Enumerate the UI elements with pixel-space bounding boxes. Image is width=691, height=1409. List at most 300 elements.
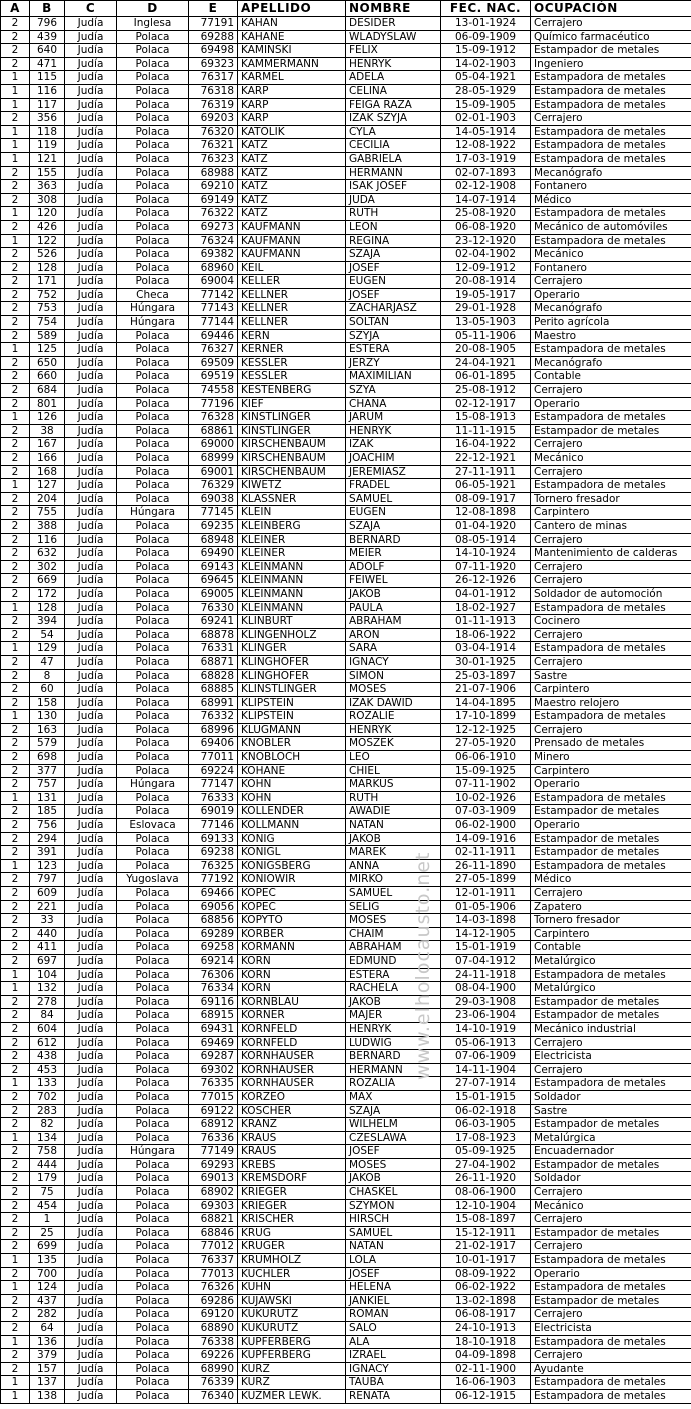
cell-apellido: KLINGENHOLZ	[238, 628, 346, 642]
cell-nombre: MOSES	[346, 914, 441, 928]
cell-nombre: HENRYK	[346, 1022, 441, 1036]
cell-col-e: 69466	[189, 887, 238, 901]
cell-col-e: 76329	[189, 479, 238, 493]
cell-col-e: 68846	[189, 1226, 238, 1240]
cell-col-b: 697	[30, 954, 65, 968]
cell-col-d: Polaca	[117, 628, 189, 642]
cell-nombre: IGNACY	[346, 655, 441, 669]
cell-ocupacion: Ayudante	[531, 1362, 691, 1376]
cell-col-a: 2	[1, 1226, 30, 1240]
cell-col-a: 2	[1, 44, 30, 58]
cell-col-a: 2	[1, 506, 30, 520]
cell-nombre: JANKIEL	[346, 1294, 441, 1308]
cell-col-c: Judía	[65, 248, 117, 262]
cell-col-d: Polaca	[117, 384, 189, 398]
cell-col-b: 38	[30, 424, 65, 438]
cell-nombre: LOLA	[346, 1254, 441, 1268]
cell-col-d: Inglesa	[117, 17, 189, 31]
cell-col-e: 77196	[189, 397, 238, 411]
cell-col-a: 2	[1, 370, 30, 384]
cell-fec-nac: 05-04-1921	[441, 71, 531, 85]
cell-fec-nac: 16-06-1903	[441, 1376, 531, 1390]
cell-col-d: Polaca	[117, 941, 189, 955]
table-row	[1, 533, 691, 547]
cell-col-b: 138	[30, 1389, 65, 1403]
cell-col-e: 68902	[189, 1186, 238, 1200]
cell-nombre: CZESLAWA	[346, 1131, 441, 1145]
cell-col-a: 2	[1, 669, 30, 683]
cell-apellido: KINSTLINGER	[238, 424, 346, 438]
cell-col-d: Polaca	[117, 560, 189, 574]
cell-col-c: Judía	[65, 98, 117, 112]
cell-nombre: MAX	[346, 1090, 441, 1104]
cell-apellido: KUPFERBERG	[238, 1349, 346, 1363]
cell-fec-nac: 10-01-1917	[441, 1254, 531, 1268]
cell-nombre: ARON	[346, 628, 441, 642]
cell-col-e: 69133	[189, 832, 238, 846]
cell-col-d: Polaca	[117, 751, 189, 765]
table-row	[1, 411, 691, 425]
table-row	[1, 261, 691, 275]
cell-col-d: Polaca	[117, 275, 189, 289]
cell-col-c: Judía	[65, 1389, 117, 1403]
cell-col-e: 69056	[189, 900, 238, 914]
cell-col-d: Polaca	[117, 764, 189, 778]
cell-col-c: Judía	[65, 1281, 117, 1295]
cell-nombre: ISAK JOSEF	[346, 180, 441, 194]
cell-col-c: Judía	[65, 288, 117, 302]
cell-col-b: 135	[30, 1254, 65, 1268]
cell-ocupacion: Perito agrícola	[531, 316, 691, 330]
cell-ocupacion: Cerrajero	[531, 275, 691, 289]
cell-col-e: 69406	[189, 737, 238, 751]
cell-col-b: 754	[30, 316, 65, 330]
cell-col-e: 68915	[189, 1009, 238, 1023]
cell-col-a: 2	[1, 1199, 30, 1213]
cell-col-e: 69203	[189, 112, 238, 126]
cell-apellido: KURZ	[238, 1376, 346, 1390]
cell-col-d: Polaca	[117, 655, 189, 669]
cell-nombre: CECILIA	[346, 139, 441, 153]
cell-col-c: Judía	[65, 1349, 117, 1363]
cell-ocupacion: Cerrajero	[531, 17, 691, 31]
cell-apellido: KOLLENDER	[238, 805, 346, 819]
header-fec-nac: FEC. NAC.	[441, 1, 531, 17]
cell-col-a: 2	[1, 17, 30, 31]
cell-ocupacion: Médico	[531, 873, 691, 887]
cell-col-c: Judía	[65, 1077, 117, 1091]
cell-ocupacion: Estampadora de metales	[531, 84, 691, 98]
cell-nombre: JOACHIM	[346, 452, 441, 466]
cell-apellido: KRUG	[238, 1226, 346, 1240]
cell-apellido: KORNFELD	[238, 1036, 346, 1050]
cell-col-c: Judía	[65, 356, 117, 370]
cell-col-c: Judía	[65, 220, 117, 234]
cell-fec-nac: 08-09-1922	[441, 1267, 531, 1281]
table-row	[1, 112, 691, 126]
cell-ocupacion: Estampadora de metales	[531, 1254, 691, 1268]
cell-ocupacion: Estampadora de metales	[531, 479, 691, 493]
cell-fec-nac: 14-04-1895	[441, 696, 531, 710]
cell-col-d: Húngara	[117, 778, 189, 792]
cell-ocupacion: Estampador de metales	[531, 995, 691, 1009]
cell-fec-nac: 15-08-1913	[441, 411, 531, 425]
cell-col-a: 2	[1, 57, 30, 71]
cell-col-a: 2	[1, 275, 30, 289]
header-col-d: D	[117, 1, 189, 17]
cell-col-a: 1	[1, 982, 30, 996]
cell-nombre: JUDA	[346, 193, 441, 207]
cell-nombre: CHASKEL	[346, 1186, 441, 1200]
cell-col-e: 68988	[189, 166, 238, 180]
cell-col-e: 69509	[189, 356, 238, 370]
cell-nombre: HERMANN	[346, 1063, 441, 1077]
cell-ocupacion: Estampadora de metales	[531, 601, 691, 615]
cell-col-e: 69287	[189, 1050, 238, 1064]
cell-col-e: 77013	[189, 1267, 238, 1281]
cell-col-b: 438	[30, 1050, 65, 1064]
cell-col-d: Polaca	[117, 1240, 189, 1254]
table-row	[1, 1186, 691, 1200]
cell-col-b: 426	[30, 220, 65, 234]
cell-col-d: Polaca	[117, 669, 189, 683]
cell-col-d: Polaca	[117, 1158, 189, 1172]
cell-ocupacion: Estampador de metales	[531, 44, 691, 58]
cell-col-d: Polaca	[117, 84, 189, 98]
cell-col-e: 68871	[189, 655, 238, 669]
cell-col-d: Polaca	[117, 424, 189, 438]
cell-col-b: 394	[30, 615, 65, 629]
table-row	[1, 98, 691, 112]
cell-col-e: 76336	[189, 1131, 238, 1145]
cell-col-d: Polaca	[117, 832, 189, 846]
cell-fec-nac: 22-12-1921	[441, 452, 531, 466]
table-row	[1, 71, 691, 85]
cell-fec-nac: 27-05-1920	[441, 737, 531, 751]
cell-apellido: KORMANN	[238, 941, 346, 955]
cell-col-e: 69005	[189, 587, 238, 601]
cell-fec-nac: 14-05-1914	[441, 125, 531, 139]
cell-fec-nac: 10-02-1926	[441, 791, 531, 805]
cell-apellido: KELLNER	[238, 302, 346, 316]
cell-apellido: KELLER	[238, 275, 346, 289]
cell-apellido: KORN	[238, 968, 346, 982]
cell-ocupacion: Mantenimiento de calderas	[531, 547, 691, 561]
cell-col-a: 2	[1, 1294, 30, 1308]
table-row	[1, 1322, 691, 1336]
cell-col-a: 2	[1, 587, 30, 601]
cell-fec-nac: 07-04-1912	[441, 954, 531, 968]
cell-col-e: 69224	[189, 764, 238, 778]
cell-col-a: 2	[1, 1172, 30, 1186]
cell-col-d: Polaca	[117, 112, 189, 126]
cell-col-e: 69286	[189, 1294, 238, 1308]
cell-fec-nac: 12-08-1898	[441, 506, 531, 520]
cell-col-d: Polaca	[117, 1131, 189, 1145]
cell-nombre: ROMAN	[346, 1308, 441, 1322]
cell-col-c: Judía	[65, 492, 117, 506]
cell-col-a: 2	[1, 519, 30, 533]
cell-col-e: 68856	[189, 914, 238, 928]
cell-col-e: 69289	[189, 927, 238, 941]
cell-col-c: Judía	[65, 887, 117, 901]
cell-col-a: 2	[1, 438, 30, 452]
cell-nombre: JOSEF	[346, 288, 441, 302]
cell-ocupacion: Operario	[531, 778, 691, 792]
cell-col-b: 82	[30, 1118, 65, 1132]
cell-apellido: KIRSCHENBAUM	[238, 438, 346, 452]
cell-ocupacion: Ingeniero	[531, 57, 691, 71]
cell-col-b: 454	[30, 1199, 65, 1213]
cell-col-a: 2	[1, 356, 30, 370]
cell-ocupacion: Estampadora de metales	[531, 1281, 691, 1295]
cell-col-c: Judía	[65, 1322, 117, 1336]
cell-col-e: 69238	[189, 846, 238, 860]
table-row	[1, 1104, 691, 1118]
cell-col-b: 444	[30, 1158, 65, 1172]
watermark: www.elholocausto.net	[412, 851, 434, 1080]
cell-col-e: 77011	[189, 751, 238, 765]
cell-ocupacion: Cerrajero	[531, 465, 691, 479]
cell-col-a: 2	[1, 778, 30, 792]
cell-col-a: 2	[1, 384, 30, 398]
cell-fec-nac: 14-10-1924	[441, 547, 531, 561]
cell-col-b: 579	[30, 737, 65, 751]
cell-fec-nac: 14-09-1916	[441, 832, 531, 846]
table-row	[1, 723, 691, 737]
cell-ocupacion: Estampador de metales	[531, 1226, 691, 1240]
table-row	[1, 370, 691, 384]
cell-ocupacion: Cerrajero	[531, 628, 691, 642]
cell-col-e: 69019	[189, 805, 238, 819]
cell-col-a: 2	[1, 112, 30, 126]
table-body	[1, 17, 691, 1404]
cell-ocupacion: Estampadora de metales	[531, 1335, 691, 1349]
cell-nombre: MOSZEK	[346, 737, 441, 751]
table-row	[1, 805, 691, 819]
cell-col-b: 84	[30, 1009, 65, 1023]
table-row	[1, 914, 691, 928]
cell-col-c: Judía	[65, 234, 117, 248]
cell-ocupacion: Estampadora de metales	[531, 411, 691, 425]
cell-col-d: Húngara	[117, 1145, 189, 1159]
cell-nombre: LEO	[346, 751, 441, 765]
cell-col-b: 612	[30, 1036, 65, 1050]
cell-apellido: KRUGER	[238, 1240, 346, 1254]
cell-fec-nac: 24-04-1921	[441, 356, 531, 370]
cell-apellido: KORNBLAU	[238, 995, 346, 1009]
cell-fec-nac: 18-02-1927	[441, 601, 531, 615]
cell-nombre: RACHELA	[346, 982, 441, 996]
cell-fec-nac: 02-07-1893	[441, 166, 531, 180]
cell-ocupacion: Cerrajero	[531, 112, 691, 126]
cell-nombre: JOSEF	[346, 261, 441, 275]
cell-col-a: 1	[1, 1077, 30, 1091]
cell-col-b: 120	[30, 207, 65, 221]
cell-nombre: ABRAHAM	[346, 615, 441, 629]
cell-col-e: 68912	[189, 1118, 238, 1132]
cell-fec-nac: 06-09-1909	[441, 30, 531, 44]
cell-col-e: 76318	[189, 84, 238, 98]
cell-col-c: Judía	[65, 71, 117, 85]
cell-col-c: Judía	[65, 832, 117, 846]
cell-col-b: 123	[30, 859, 65, 873]
cell-col-b: 294	[30, 832, 65, 846]
cell-col-c: Judía	[65, 370, 117, 384]
cell-col-d: Polaca	[117, 479, 189, 493]
cell-col-b: 185	[30, 805, 65, 819]
cell-nombre: SZYMON	[346, 1199, 441, 1213]
cell-ocupacion: Cerrajero	[531, 887, 691, 901]
cell-col-a: 2	[1, 547, 30, 561]
cell-col-a: 1	[1, 968, 30, 982]
table-row	[1, 1362, 691, 1376]
cell-col-d: Polaca	[117, 1226, 189, 1240]
table-row	[1, 941, 691, 955]
cell-apellido: KLUGMANN	[238, 723, 346, 737]
cell-apellido: KUKURUTZ	[238, 1308, 346, 1322]
cell-col-e: 76328	[189, 411, 238, 425]
cell-fec-nac: 20-08-1914	[441, 275, 531, 289]
table-row	[1, 1240, 691, 1254]
cell-ocupacion: Estampador de metales	[531, 1118, 691, 1132]
cell-col-d: Polaca	[117, 791, 189, 805]
cell-col-e: 69645	[189, 574, 238, 588]
cell-col-e: 69446	[189, 329, 238, 343]
table-row	[1, 479, 691, 493]
table-row	[1, 900, 691, 914]
cell-col-b: 119	[30, 139, 65, 153]
cell-col-b: 437	[30, 1294, 65, 1308]
cell-nombre: SARA	[346, 642, 441, 656]
table-row	[1, 1213, 691, 1227]
cell-apellido: KOPYTO	[238, 914, 346, 928]
cell-fec-nac: 17-08-1923	[441, 1131, 531, 1145]
cell-col-a: 2	[1, 1145, 30, 1159]
header-col-c: C	[65, 1, 117, 17]
cell-fec-nac: 29-01-1928	[441, 302, 531, 316]
cell-apellido: KUPFERBERG	[238, 1335, 346, 1349]
cell-col-d: Polaca	[117, 1104, 189, 1118]
cell-col-b: 157	[30, 1362, 65, 1376]
cell-nombre: SZAJA	[346, 1104, 441, 1118]
cell-col-a: 2	[1, 1104, 30, 1118]
cell-col-a: 2	[1, 900, 30, 914]
cell-col-c: Judía	[65, 615, 117, 629]
cell-col-d: Polaca	[117, 1090, 189, 1104]
cell-fec-nac: 28-05-1929	[441, 84, 531, 98]
cell-col-e: 69293	[189, 1158, 238, 1172]
table-row	[1, 316, 691, 330]
cell-nombre: JARUM	[346, 411, 441, 425]
cell-col-c: Judía	[65, 696, 117, 710]
cell-col-d: Húngara	[117, 316, 189, 330]
cell-col-a: 2	[1, 1009, 30, 1023]
cell-apellido: KUKURUTZ	[238, 1322, 346, 1336]
cell-col-d: Polaca	[117, 152, 189, 166]
cell-fec-nac: 17-10-1899	[441, 710, 531, 724]
cell-ocupacion: Carpintero	[531, 683, 691, 697]
cell-col-a: 2	[1, 1186, 30, 1200]
cell-ocupacion: Médico	[531, 193, 691, 207]
cell-col-a: 2	[1, 452, 30, 466]
cell-col-b: 589	[30, 329, 65, 343]
header-apellido: APELLIDO	[238, 1, 346, 17]
cell-col-c: Judía	[65, 1226, 117, 1240]
cell-col-e: 69210	[189, 180, 238, 194]
cell-ocupacion: Estampadora de metales	[531, 1389, 691, 1403]
cell-col-d: Polaca	[117, 574, 189, 588]
cell-col-d: Polaca	[117, 859, 189, 873]
cell-apellido: KOPEC	[238, 900, 346, 914]
cell-col-a: 2	[1, 764, 30, 778]
table-row	[1, 506, 691, 520]
cell-col-a: 2	[1, 737, 30, 751]
cell-col-e: 76339	[189, 1376, 238, 1390]
cell-col-a: 2	[1, 1063, 30, 1077]
cell-col-d: Polaca	[117, 1294, 189, 1308]
table-row	[1, 751, 691, 765]
cell-col-a: 2	[1, 873, 30, 887]
table-row	[1, 737, 691, 751]
cell-col-b: 755	[30, 506, 65, 520]
cell-col-a: 2	[1, 1118, 30, 1132]
table-row	[1, 1376, 691, 1390]
cell-fec-nac: 14-07-1914	[441, 193, 531, 207]
cell-ocupacion: Operario	[531, 288, 691, 302]
table-row	[1, 519, 691, 533]
cell-col-a: 2	[1, 683, 30, 697]
cell-col-d: Polaca	[117, 193, 189, 207]
cell-col-b: 134	[30, 1131, 65, 1145]
cell-fec-nac: 07-11-1920	[441, 560, 531, 574]
cell-col-d: Polaca	[117, 1186, 189, 1200]
cell-col-b: 282	[30, 1308, 65, 1322]
cell-nombre: SZYJA	[346, 329, 441, 343]
cell-col-d: Polaca	[117, 927, 189, 941]
cell-col-b: 698	[30, 751, 65, 765]
table-row	[1, 384, 691, 398]
cell-fec-nac: 06-12-1915	[441, 1389, 531, 1403]
cell-col-c: Judía	[65, 710, 117, 724]
cell-col-d: Yugoslava	[117, 873, 189, 887]
cell-nombre: NATAN	[346, 1240, 441, 1254]
cell-ocupacion: Estampador de metales	[531, 1158, 691, 1172]
cell-col-e: 69258	[189, 941, 238, 955]
cell-col-e: 68996	[189, 723, 238, 737]
cell-ocupacion: Fontanero	[531, 180, 691, 194]
table-row	[1, 954, 691, 968]
cell-col-b: 753	[30, 302, 65, 316]
cell-col-c: Judía	[65, 683, 117, 697]
cell-col-d: Polaca	[117, 1063, 189, 1077]
cell-col-d: Polaca	[117, 968, 189, 982]
cell-col-e: 69431	[189, 1022, 238, 1036]
table-row	[1, 628, 691, 642]
cell-col-d: Húngara	[117, 302, 189, 316]
cell-col-c: Judía	[65, 1104, 117, 1118]
cell-nombre: SAMUEL	[346, 887, 441, 901]
cell-col-a: 1	[1, 859, 30, 873]
cell-ocupacion: Estampadora de metales	[531, 710, 691, 724]
cell-col-c: Judía	[65, 846, 117, 860]
header-nombre: NOMBRE	[346, 1, 441, 17]
cell-nombre: ADELA	[346, 71, 441, 85]
cell-col-c: Judía	[65, 17, 117, 31]
cell-col-e: 76324	[189, 234, 238, 248]
cell-col-c: Judía	[65, 805, 117, 819]
cell-col-d: Polaca	[117, 1322, 189, 1336]
